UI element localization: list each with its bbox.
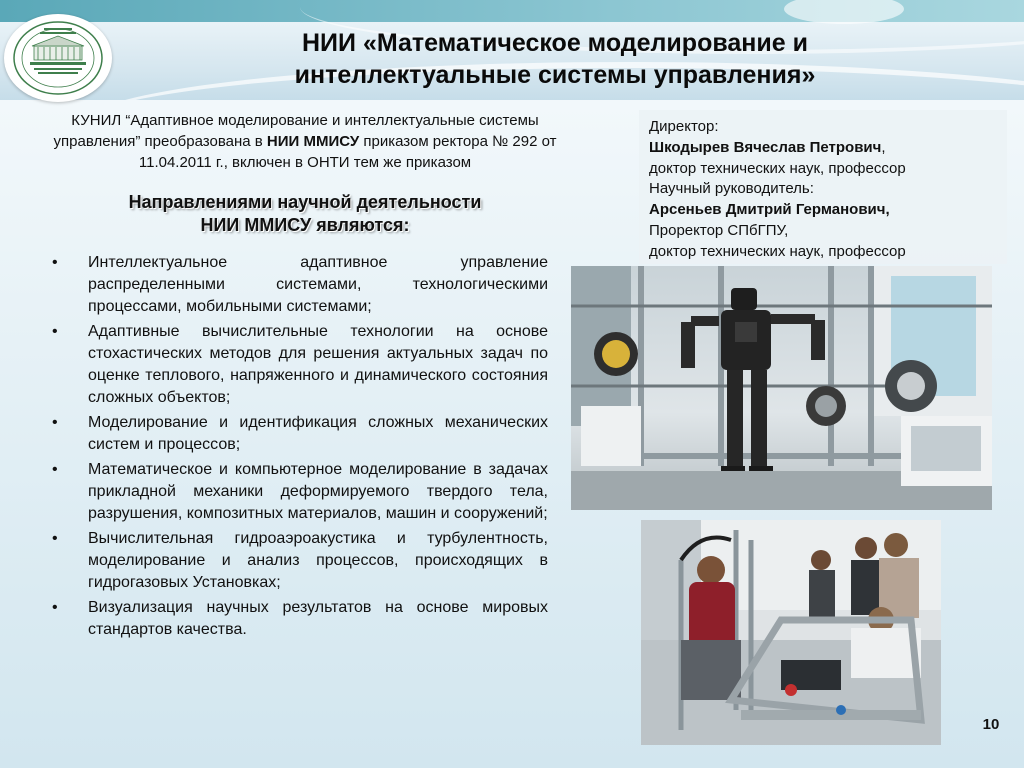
bullet-icon: • xyxy=(52,323,58,340)
list-item-text: Визуализация научных результатов на основе мировых стандартов качества. xyxy=(88,599,548,638)
director-name-suffix: , xyxy=(881,138,886,156)
supervisor-degree: доктор технических наук, профессор xyxy=(649,242,906,260)
list-item xyxy=(52,252,548,318)
intro-text: КУНИЛ “Адаптивное моделирование и интеллектуальные системы управления” преобразована в xyxy=(53,112,539,150)
bullet-icon: • xyxy=(52,599,58,616)
director-label: Директор: xyxy=(649,118,719,135)
bullet-icon: • xyxy=(52,254,58,271)
director-name: Шкодырев Вячеслав Петрович xyxy=(649,138,882,156)
list-item xyxy=(52,412,548,456)
supervisor-name: Арсеньев Дмитрий Германович, xyxy=(649,201,890,219)
list-item-text: Моделирование и идентификация сложных механических систем и процессов; xyxy=(88,414,548,453)
slide-title-line: НИИ «Математическое моделирование и xyxy=(302,29,808,57)
list-item xyxy=(52,321,548,409)
university-logo-icon xyxy=(4,14,112,102)
bullet-icon: • xyxy=(52,530,58,547)
list-item xyxy=(52,597,548,641)
supervisor-position: Проректор СПбГПУ, xyxy=(649,221,789,239)
directions-heading-line: НИИ ММИСУ являются: xyxy=(200,215,410,235)
bullet-icon: • xyxy=(52,461,58,478)
robot-lab-photo xyxy=(571,266,992,510)
list-item-text: Математическое и компьютерное моделирование в задачах прикладной механики деформируемого твердого тела, разрушения, композитных материалов, машин и сооружений; xyxy=(88,461,548,522)
list-item xyxy=(52,459,548,525)
students-lab-photo xyxy=(641,520,941,745)
director-name-row xyxy=(649,138,997,159)
supervisor-label: Научный руководитель: xyxy=(649,180,814,198)
director-degree: доктор технических наук, профессор xyxy=(649,159,906,177)
list-item-text: Интеллектуальное адаптивное управление распределенными системами, технологическими процессами, мобильными системами; xyxy=(88,254,548,315)
list-item-text: Адаптивные вычислительные технологии на основе стохастических методов для решения актуальных задач по оценке теплового, напряженного и динамического состояния сложных объектов; xyxy=(88,323,548,406)
list-item-text: Вычислительная гидроаэроакустика и турбулентность, моделирование и анализ процессов, происходящих в гидрогазовых Установках; xyxy=(88,530,548,591)
directions-heading xyxy=(40,191,570,237)
directions-heading-line: Направлениями научной деятельности xyxy=(128,192,482,212)
bullet-icon: • xyxy=(52,414,58,431)
slide-title xyxy=(200,27,910,91)
leadership-box xyxy=(639,110,1007,264)
page-number: 10 xyxy=(982,716,1000,733)
institute-abbreviation: НИИ ММИСУ xyxy=(266,133,360,150)
research-directions-list xyxy=(52,252,548,644)
intro-text: приказом ректора № 292 от 11.04.2011 г., включен в ОНТИ тем же приказом xyxy=(138,133,557,171)
slide-title-line: интеллектуальные системы управления» xyxy=(294,61,816,89)
list-item xyxy=(52,528,548,594)
intro-paragraph xyxy=(30,110,580,173)
